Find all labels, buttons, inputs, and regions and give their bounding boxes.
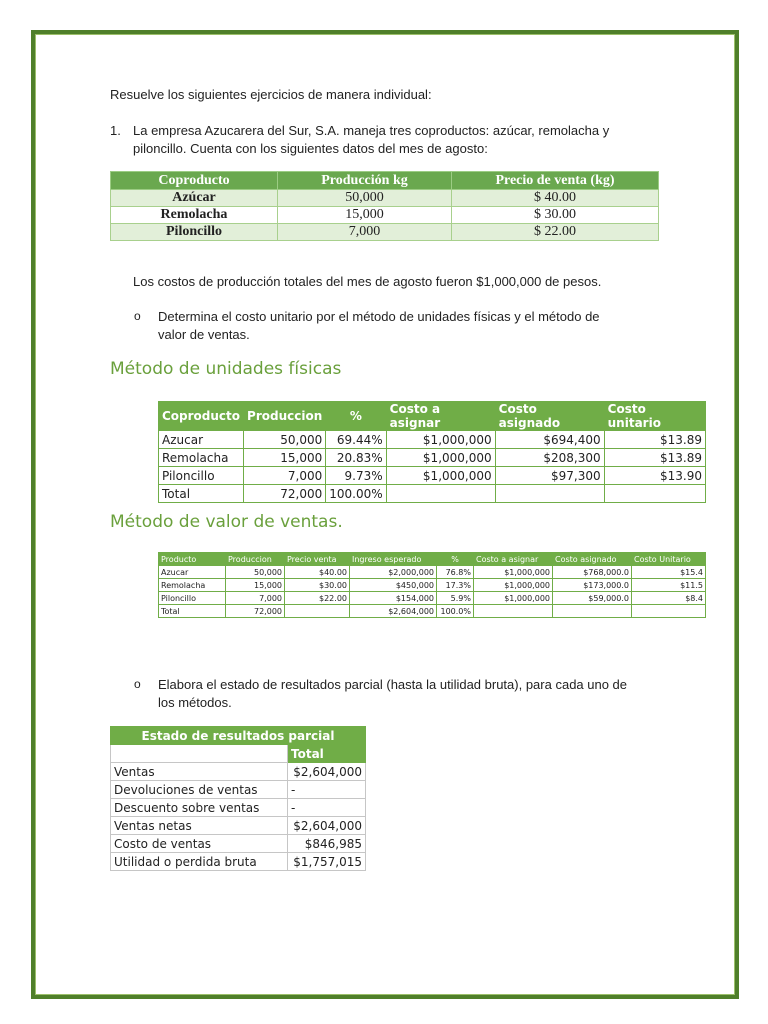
table-row [111, 224, 659, 241]
table-cell: Ventas netas [111, 817, 288, 835]
column-header: Costo asignado [553, 553, 632, 566]
column-header: Costo Unitario [632, 553, 706, 566]
table-cell: $1,757,015 [288, 853, 366, 871]
income-statement-title: Estado de resultados parcial [111, 727, 366, 745]
table-cell: $1,000,000 [474, 592, 553, 605]
table-cell: 50,000 [244, 431, 326, 449]
physical-units-table [158, 401, 706, 503]
bullet2-line1: Elabora el estado de resultados parcial (hasta la utilidad bruta), para cada uno de [158, 677, 628, 692]
table-header-row [159, 402, 706, 431]
table-row [159, 592, 706, 605]
sales-value-table [158, 552, 706, 618]
table-cell: $1,000,000 [474, 579, 553, 592]
table-row [159, 431, 706, 449]
table-cell: Remolacha [159, 449, 244, 467]
table-cell: $30.00 [285, 579, 350, 592]
table-cell: $1,000,000 [474, 566, 553, 579]
table-cell [474, 605, 553, 618]
bullet1-line2: valor de ventas. [158, 327, 250, 342]
exercise-number: 1. [110, 123, 121, 138]
table-cell: 72,000 [226, 605, 285, 618]
table-cell: - [288, 781, 366, 799]
table-cell: $40.00 [285, 566, 350, 579]
table-cell: Azucar [159, 431, 244, 449]
table-cell [111, 745, 288, 763]
bullet-mark: o [134, 309, 141, 323]
table-cell: Remolacha [159, 579, 226, 592]
column-header: Produccion [226, 553, 285, 566]
table-cell: 15,000 [278, 207, 452, 224]
table-cell: $13.89 [604, 431, 705, 449]
table-cell: 15,000 [226, 579, 285, 592]
table-row [111, 763, 366, 781]
table-cell: 50,000 [226, 566, 285, 579]
table-cell: 76.8% [437, 566, 474, 579]
column-header: Costo unitario [604, 402, 705, 431]
column-header: % [437, 553, 474, 566]
table-cell [285, 605, 350, 618]
table-cell: $1,000,000 [386, 467, 495, 485]
column-header: Costo a asignar [386, 402, 495, 431]
table-cell: $450,000 [350, 579, 437, 592]
table-row [111, 853, 366, 871]
column-header: Produccion [244, 402, 326, 431]
table-cell: Total [159, 605, 226, 618]
table-cell: $768,000.0 [553, 566, 632, 579]
table-cell: Piloncillo [111, 224, 278, 241]
table-row [159, 566, 706, 579]
table-cell: $1,000,000 [386, 449, 495, 467]
table-cell [386, 485, 495, 503]
table-cell: $ 40.00 [452, 190, 659, 207]
table-cell: Ventas [111, 763, 288, 781]
table-cell: 9.73% [326, 467, 386, 485]
table-cell: 72,000 [244, 485, 326, 503]
table-cell [553, 605, 632, 618]
heading-physical-units: Método de unidades físicas [110, 359, 342, 379]
table-cell: 15,000 [244, 449, 326, 467]
column-header: Coproducto [111, 172, 278, 190]
column-header: Producción kg [278, 172, 452, 190]
table-row [111, 781, 366, 799]
table-cell: $1,000,000 [386, 431, 495, 449]
table-cell: $15.4 [632, 566, 706, 579]
table-row [111, 835, 366, 853]
exercise-text-line2: piloncillo. Cuenta con los siguientes datos del mes de agosto: [133, 141, 488, 156]
table-cell: 50,000 [278, 190, 452, 207]
table-header-row [159, 553, 706, 566]
table-cell: $173,000.0 [553, 579, 632, 592]
table-cell [632, 605, 706, 618]
table-row [159, 579, 706, 592]
table-row [111, 190, 659, 207]
intro-text: Resuelve los siguientes ejercicios de manera individual: [110, 87, 432, 102]
table-cell: Azúcar [111, 190, 278, 207]
table-cell: $22.00 [285, 592, 350, 605]
table-cell: 100.0% [437, 605, 474, 618]
column-header: Precio de venta (kg) [452, 172, 659, 190]
exercise-text-line1: La empresa Azucarera del Sur, S.A. maneja tres coproductos: azúcar, remolacha y [133, 123, 610, 138]
column-header: Costo a asignar [474, 553, 553, 566]
column-header: Precio venta [285, 553, 350, 566]
table-cell: $59,000.0 [553, 592, 632, 605]
table-row [159, 485, 706, 503]
table-cell: $ 22.00 [452, 224, 659, 241]
table-cell: Piloncillo [159, 592, 226, 605]
table-cell [604, 485, 705, 503]
table-cell: $2,604,000 [288, 817, 366, 835]
table-cell [495, 485, 604, 503]
table-cell: 7,000 [244, 467, 326, 485]
column-header: Producto [159, 553, 226, 566]
table-cell: 7,000 [278, 224, 452, 241]
table-cell: Devoluciones de ventas [111, 781, 288, 799]
table-header-row [111, 727, 366, 745]
bullet-mark: o [134, 677, 141, 691]
table-cell: 100.00% [326, 485, 386, 503]
table-cell: $2,604,000 [288, 763, 366, 781]
table-cell: $694,400 [495, 431, 604, 449]
column-header: % [326, 402, 386, 431]
table-row [159, 605, 706, 618]
table-cell: Descuento sobre ventas [111, 799, 288, 817]
table-cell: $154,000 [350, 592, 437, 605]
costs-text: Los costos de producción totales del mes de agosto fueron $1,000,000 de pesos. [133, 274, 602, 289]
table-cell: 20.83% [326, 449, 386, 467]
table-cell: 5.9% [437, 592, 474, 605]
column-header: Total [288, 745, 366, 763]
table-row [111, 799, 366, 817]
column-header: Costo asignado [495, 402, 604, 431]
table-cell: $13.89 [604, 449, 705, 467]
table-cell: $846,985 [288, 835, 366, 853]
table-cell: $13.90 [604, 467, 705, 485]
table-row [159, 449, 706, 467]
table-cell: Azucar [159, 566, 226, 579]
table-cell: $97,300 [495, 467, 604, 485]
table-cell: $8.4 [632, 592, 706, 605]
table-cell: Total [159, 485, 244, 503]
column-header: Ingreso esperado [350, 553, 437, 566]
table-row [111, 817, 366, 835]
table-header-row [111, 745, 366, 763]
table-cell: 7,000 [226, 592, 285, 605]
table-cell: Piloncillo [159, 467, 244, 485]
bullet2-line2: los métodos. [158, 695, 232, 710]
heading-sales-value: Método de valor de ventas. [110, 512, 343, 532]
bullet1-line1: Determina el costo unitario por el método de unidades físicas y el método de [158, 309, 600, 324]
table-cell: Costo de ventas [111, 835, 288, 853]
income-statement-table [110, 726, 366, 871]
table-cell: Remolacha [111, 207, 278, 224]
table-cell: - [288, 799, 366, 817]
table-cell: $208,300 [495, 449, 604, 467]
table-cell: $2,000,000 [350, 566, 437, 579]
column-header: Coproducto [159, 402, 244, 431]
table-row [111, 207, 659, 224]
table-cell: $11.5 [632, 579, 706, 592]
table-cell: Utilidad o perdida bruta [111, 853, 288, 871]
table-cell: $ 30.00 [452, 207, 659, 224]
table-cell: $2,604,000 [350, 605, 437, 618]
table-cell: 69.44% [326, 431, 386, 449]
table-header-row [111, 172, 659, 190]
table-row [159, 467, 706, 485]
table-cell: 17.3% [437, 579, 474, 592]
coproduct-data-table [110, 171, 659, 241]
